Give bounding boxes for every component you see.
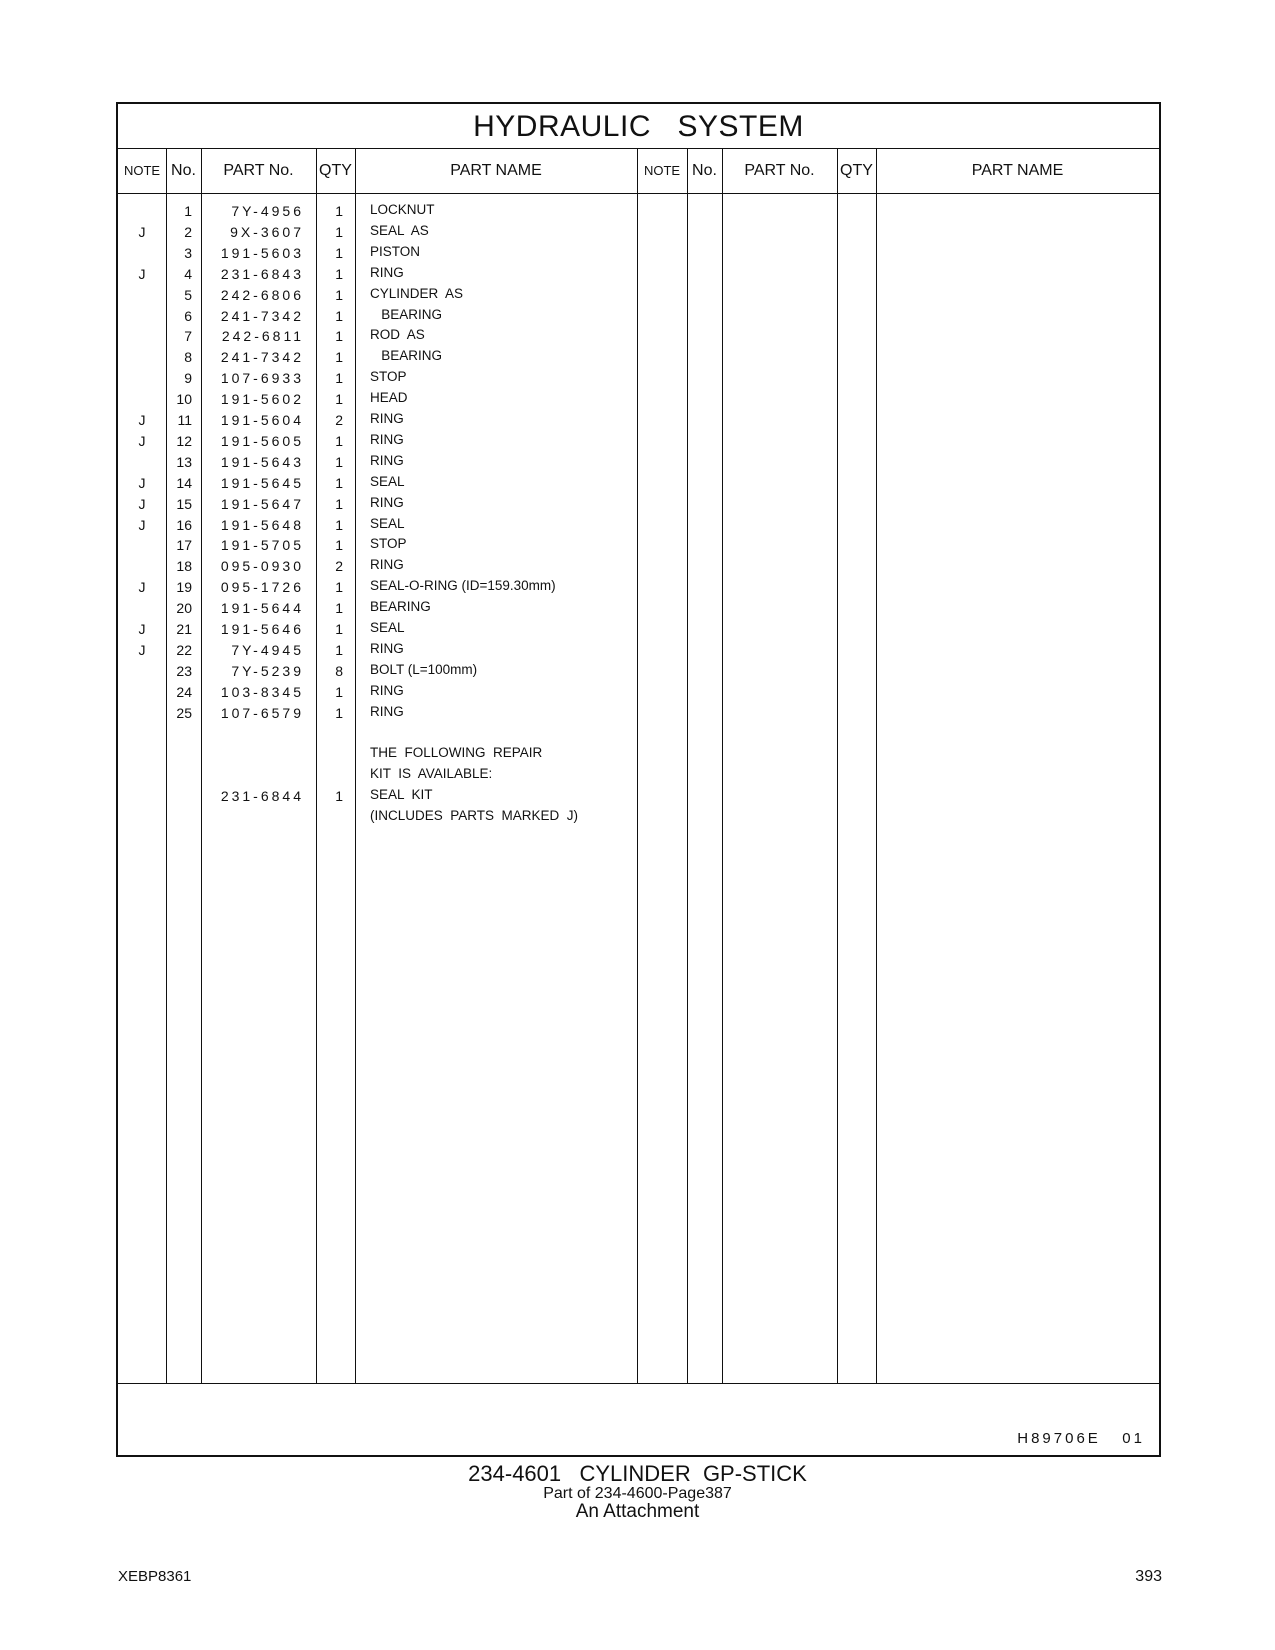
item-number-cell: 1 bbox=[184, 203, 192, 219]
note-cell: J bbox=[138, 641, 146, 658]
item-number-cell: 3 bbox=[184, 244, 192, 261]
caption-block bbox=[0, 1462, 1275, 1522]
header-note-left: NOTE bbox=[123, 163, 161, 178]
note-cell: J bbox=[138, 474, 146, 491]
quantity-cell: 1 bbox=[335, 328, 343, 345]
note-cell: J bbox=[138, 432, 146, 449]
part-name-cell: STOP bbox=[370, 536, 407, 552]
part-name-cell: BOLT (L=100mm) bbox=[370, 661, 478, 677]
table-row bbox=[118, 242, 1159, 264]
item-number-cell: 25 bbox=[176, 704, 192, 721]
part-name-cell: HEAD bbox=[370, 390, 408, 406]
part-number-cell: 191-5643 bbox=[220, 453, 304, 470]
part-name-cell: RING bbox=[370, 640, 404, 656]
quantity-cell: 2 bbox=[335, 558, 343, 575]
part-number-cell: 231-6844 bbox=[220, 788, 304, 805]
part-name-cell: STOP bbox=[370, 369, 407, 385]
quantity-cell: 1 bbox=[335, 474, 343, 491]
item-number-cell: 19 bbox=[176, 579, 192, 596]
quantity-cell: 1 bbox=[335, 307, 343, 324]
header-part-left: PART No. bbox=[223, 162, 294, 179]
item-number-cell: 22 bbox=[176, 641, 192, 658]
item-number-cell: 8 bbox=[184, 349, 192, 366]
table-row bbox=[118, 493, 1159, 515]
part-name-cell: KIT IS AVAILABLE: bbox=[370, 766, 493, 782]
note-cell: J bbox=[138, 412, 146, 428]
table-row bbox=[118, 723, 1159, 745]
part-name-cell: CYLINDER AS bbox=[370, 285, 464, 301]
part-number-cell: 242-6806 bbox=[220, 286, 304, 303]
note-cell: J bbox=[138, 579, 146, 596]
table-header bbox=[118, 149, 1159, 194]
part-number-cell: 191-5646 bbox=[220, 621, 304, 637]
quantity-cell: 1 bbox=[335, 683, 343, 700]
quantity-cell: 8 bbox=[335, 662, 343, 679]
part-number-cell: 231-6843 bbox=[220, 265, 304, 282]
part-name-cell: RING bbox=[370, 494, 404, 510]
item-number-cell: 2 bbox=[184, 223, 192, 240]
header-qty-right: QTY bbox=[840, 162, 873, 179]
part-number-cell: 7Y-4956 bbox=[231, 203, 304, 219]
part-number-cell: 103-8345 bbox=[220, 683, 304, 700]
table-row bbox=[118, 346, 1159, 368]
quantity-cell: 1 bbox=[335, 453, 343, 470]
page-number: 393 bbox=[1135, 1568, 1162, 1585]
header-part-right: PART No. bbox=[744, 162, 815, 179]
table-row bbox=[118, 534, 1159, 556]
table-row bbox=[118, 764, 1159, 786]
item-number-cell: 17 bbox=[176, 537, 192, 554]
item-number-cell: 15 bbox=[176, 495, 192, 512]
table-row bbox=[118, 785, 1159, 807]
part-name-cell: SEAL-O-RING (ID=159.30mm) bbox=[370, 578, 556, 594]
table-row bbox=[118, 555, 1159, 577]
table-row bbox=[118, 221, 1159, 243]
item-number-cell: 7 bbox=[184, 328, 192, 345]
quantity-cell: 1 bbox=[335, 265, 343, 282]
item-number-cell: 9 bbox=[184, 370, 192, 387]
table-row bbox=[118, 325, 1159, 347]
quantity-cell: 1 bbox=[335, 579, 343, 596]
part-name-cell: SEAL bbox=[370, 473, 405, 489]
quantity-cell: 1 bbox=[335, 495, 343, 512]
part-name-cell: BEARING bbox=[370, 348, 443, 364]
item-number-cell: 24 bbox=[176, 683, 192, 700]
item-number-cell: 14 bbox=[176, 474, 192, 491]
table-row bbox=[118, 514, 1159, 536]
quantity-cell: 1 bbox=[335, 600, 343, 617]
table-row bbox=[118, 702, 1159, 724]
table-row bbox=[118, 430, 1159, 452]
part-name-cell: LOCKNUT bbox=[370, 202, 435, 217]
part-number-cell: 7Y-5239 bbox=[231, 662, 304, 679]
quantity-cell: 1 bbox=[335, 223, 343, 240]
part-name-cell: ROD AS bbox=[370, 327, 425, 343]
part-name-cell: RING bbox=[370, 452, 404, 468]
header-qty-left: QTY bbox=[319, 162, 352, 179]
part-number-cell: 107-6579 bbox=[220, 704, 304, 721]
table-row bbox=[118, 263, 1159, 285]
note-cell: J bbox=[138, 495, 146, 512]
table-row bbox=[118, 806, 1159, 828]
part-name-cell: RING bbox=[370, 264, 404, 280]
table-row bbox=[118, 367, 1159, 389]
part-name-cell: RING bbox=[370, 411, 404, 426]
header-name-right: PART NAME bbox=[971, 162, 1064, 179]
item-number-cell: 11 bbox=[177, 412, 192, 428]
table-row bbox=[118, 743, 1159, 765]
quantity-cell: 1 bbox=[335, 704, 343, 721]
part-number-cell: 9X-3607 bbox=[230, 223, 304, 240]
caption-attachment: An Attachment bbox=[575, 1501, 700, 1522]
part-number-cell: 191-5644 bbox=[220, 600, 304, 617]
table-row bbox=[118, 409, 1159, 431]
part-number-cell: 095-0930 bbox=[220, 558, 304, 575]
part-number-cell: 095-1726 bbox=[220, 579, 304, 596]
note-cell: J bbox=[138, 516, 146, 533]
item-number-cell: 10 bbox=[176, 391, 192, 408]
part-name-cell: RING bbox=[370, 431, 404, 447]
table-row bbox=[118, 597, 1159, 619]
drawing-code: H89706E 01 bbox=[1017, 1430, 1145, 1447]
header-no-right: No. bbox=[692, 162, 717, 179]
quantity-cell: 1 bbox=[335, 621, 343, 637]
note-cell: J bbox=[138, 621, 146, 637]
quantity-cell: 1 bbox=[335, 203, 343, 219]
part-number-cell: 107-6933 bbox=[220, 370, 304, 387]
part-number-cell: 241-7342 bbox=[220, 349, 304, 366]
table-row bbox=[118, 660, 1159, 682]
part-name-cell: SEAL bbox=[370, 620, 405, 635]
part-name-cell: BEARING bbox=[370, 306, 443, 322]
quantity-cell: 1 bbox=[335, 537, 343, 554]
part-name-cell: BEARING bbox=[370, 599, 431, 615]
item-number-cell: 13 bbox=[176, 453, 192, 470]
table-row bbox=[118, 576, 1159, 598]
header-note-right: NOTE bbox=[643, 163, 681, 178]
part-number-cell: 7Y-4945 bbox=[231, 641, 304, 658]
quantity-cell: 1 bbox=[335, 370, 343, 387]
document-id: XEBP8361 bbox=[118, 1568, 192, 1585]
section-title bbox=[118, 104, 1159, 149]
part-name-cell: RING bbox=[370, 703, 404, 719]
table-row bbox=[118, 451, 1159, 473]
part-name-cell: SEAL bbox=[370, 515, 405, 531]
part-number-cell: 191-5645 bbox=[220, 474, 304, 491]
item-number-cell: 23 bbox=[176, 662, 192, 679]
item-number-cell: 6 bbox=[184, 307, 192, 324]
table-row bbox=[118, 618, 1159, 640]
parts-table-frame bbox=[116, 102, 1161, 1457]
note-cell: J bbox=[138, 223, 146, 240]
item-number-cell: 12 bbox=[176, 432, 192, 449]
quantity-cell: 1 bbox=[335, 516, 343, 533]
part-name-cell: SEAL AS bbox=[370, 222, 429, 238]
section-title-text: HYDRAULIC SYSTEM bbox=[473, 110, 804, 143]
part-name-cell: RING bbox=[370, 682, 404, 698]
item-number-cell: 4 bbox=[184, 265, 192, 282]
part-name-cell: (INCLUDES PARTS MARKED J) bbox=[370, 808, 579, 824]
part-name-cell: PISTON bbox=[370, 243, 421, 259]
caption-part-of: Part of 234-4600-Page387 bbox=[543, 1485, 732, 1502]
quantity-cell: 1 bbox=[335, 244, 343, 261]
table-row bbox=[118, 681, 1159, 703]
part-number-cell: 191-5603 bbox=[220, 244, 304, 261]
part-number-cell: 191-5602 bbox=[220, 391, 304, 408]
part-name-cell: RING bbox=[370, 557, 404, 573]
quantity-cell: 2 bbox=[335, 412, 343, 428]
quantity-cell: 1 bbox=[335, 286, 343, 303]
table-row bbox=[118, 284, 1159, 306]
quantity-cell: 1 bbox=[335, 432, 343, 449]
part-number-cell: 191-5605 bbox=[220, 432, 304, 449]
table-row bbox=[118, 472, 1159, 494]
part-number-cell: 241-7342 bbox=[220, 307, 304, 324]
quantity-cell: 1 bbox=[335, 349, 343, 366]
item-number-cell: 21 bbox=[176, 621, 192, 637]
note-cell: J bbox=[138, 265, 146, 282]
quantity-cell: 1 bbox=[335, 391, 343, 408]
caption-title: 234-4601 CYLINDER GP-STICK bbox=[468, 1461, 807, 1486]
item-number-cell: 20 bbox=[176, 600, 192, 617]
part-name-cell: SEAL KIT bbox=[370, 787, 433, 803]
quantity-cell: 1 bbox=[335, 788, 343, 805]
table-row bbox=[118, 388, 1159, 410]
table-row bbox=[118, 639, 1159, 661]
part-number-cell: 191-5648 bbox=[220, 516, 304, 533]
header-name-left: PART NAME bbox=[450, 162, 542, 179]
part-number-cell: 191-5705 bbox=[220, 537, 304, 554]
table-row bbox=[118, 305, 1159, 327]
part-number-cell: 242-6811 bbox=[221, 328, 304, 345]
footer-divider bbox=[118, 1383, 1159, 1384]
part-name-cell: THE FOLLOWING REPAIR bbox=[370, 745, 543, 761]
item-number-cell: 5 bbox=[184, 286, 192, 303]
table-row bbox=[118, 200, 1159, 222]
quantity-cell: 1 bbox=[335, 641, 343, 658]
part-number-cell: 191-5647 bbox=[220, 495, 304, 512]
header-no-left: No. bbox=[171, 162, 196, 179]
item-number-cell: 16 bbox=[176, 516, 192, 533]
item-number-cell: 18 bbox=[176, 558, 192, 575]
part-number-cell: 191-5604 bbox=[220, 412, 304, 428]
